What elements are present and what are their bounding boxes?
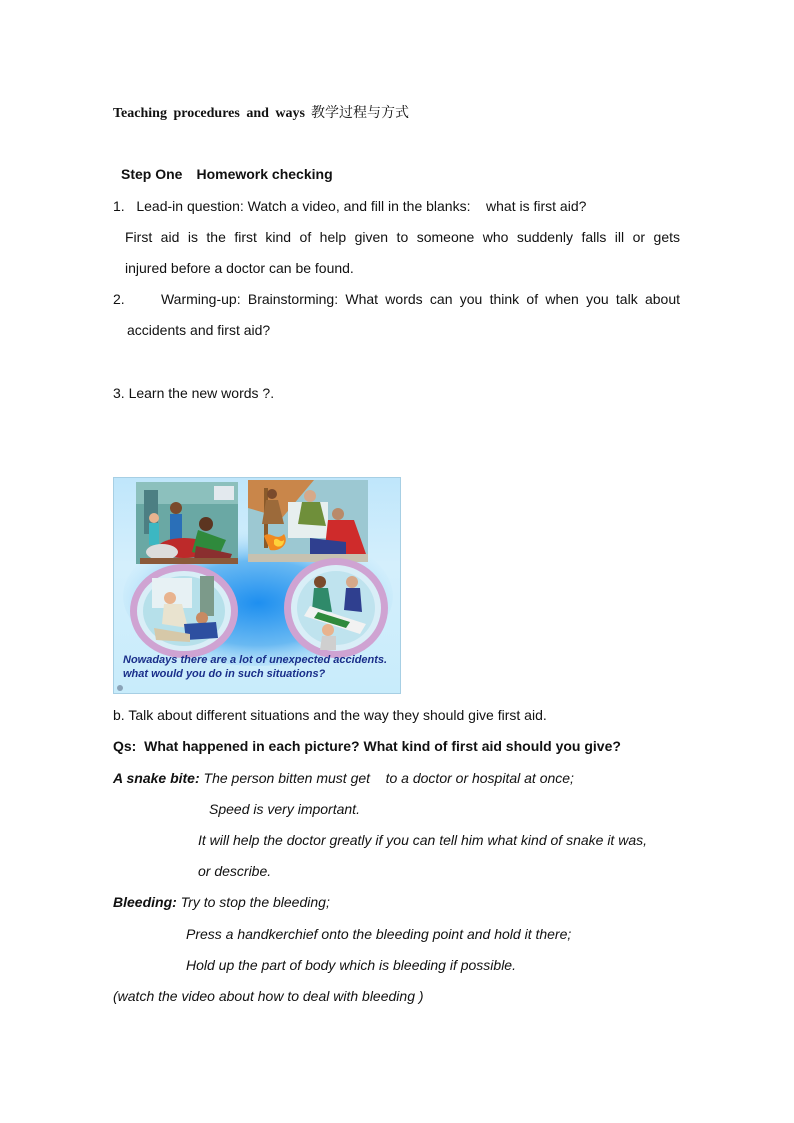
talk-line: b. Talk about different situations and the way they should give first aid. xyxy=(113,707,547,723)
rescue-circle-left xyxy=(130,564,238,658)
snake-bite-line3: It will help the doctor greatly if you can tell him what kind of snake it was, xyxy=(198,832,647,848)
video-note: (watch the video about how to deal with bleeding ) xyxy=(113,988,424,1004)
picture-caption: Nowadays there are a lot of unexpected accidents. what would you do in such situations? xyxy=(123,654,388,680)
item1-question: 1. Lead-in question: Watch a video, and fill in the blanks: what is first aid? xyxy=(113,198,587,214)
item1-answer-line2: injured before a doctor can be found. xyxy=(125,260,354,276)
snake-bite-line1 xyxy=(113,770,574,786)
bleeding-text1: Try to stop the bleeding; xyxy=(176,894,330,910)
bleeding-line2: Press a handkerchief onto the bleeding point and hold it there; xyxy=(186,926,572,942)
bleeding-line3: Hold up the part of body which is bleeding if possible. xyxy=(186,957,516,973)
corner-logo-icon xyxy=(117,685,123,691)
snake-bite-line2: Speed is very important. xyxy=(209,801,360,817)
item2-line1: 2. Warming-up: Brainstorming: What words can you think of when you talk about xyxy=(113,291,680,307)
snake-bite-label: A snake bite: xyxy=(113,770,200,786)
title-english: Teaching procedures and ways xyxy=(113,106,305,121)
bleeding-line1 xyxy=(113,894,330,910)
snake-bite-line4: or describe. xyxy=(198,863,272,879)
step-one-label: Step One xyxy=(121,166,183,182)
snake-bite-text1: The person bitten must get to a doctor or hospital at once; xyxy=(199,770,574,786)
item3-text: 3. Learn the new words ?. xyxy=(113,385,275,401)
item2-line2: accidents and first aid? xyxy=(127,322,271,338)
accident-scene-image xyxy=(248,480,368,562)
stretcher-circle-right xyxy=(284,558,388,658)
first-aid-picture xyxy=(113,477,401,694)
bleeding-label: Bleeding: xyxy=(113,894,177,910)
step-one-heading xyxy=(121,166,333,182)
step-one-name: Homework checking xyxy=(196,166,333,182)
page-title xyxy=(113,102,409,122)
questions-line: Qs: What happened in each picture? What kind of first aid should you give? xyxy=(113,738,621,754)
hospital-scene-image xyxy=(136,482,238,564)
item1-answer-line1: First aid is the first kind of help given to someone who suddenly falls ill or gets xyxy=(125,229,680,245)
title-chinese: 教学过程与方式 xyxy=(310,105,409,121)
